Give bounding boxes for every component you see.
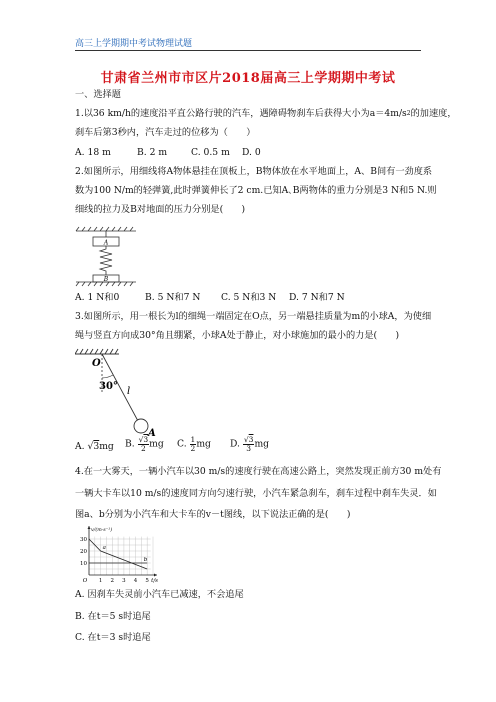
block-a-label: A bbox=[103, 239, 109, 247]
document-title: 甘肃省兰州市市区片2018届高三上学期期中考试 bbox=[100, 71, 396, 86]
q1-option-c: C. 0.5 m bbox=[191, 147, 230, 158]
q3-line2: 绳与竖直方向成30°角且绷紧，小球A处于静止，对小球施加的最小的力是( ) bbox=[75, 330, 400, 341]
vt-chart bbox=[75, 524, 165, 586]
q1-option-d: D. 0 bbox=[242, 147, 261, 158]
q3-option-d-label: D. bbox=[230, 438, 240, 450]
q4-option-b: B. 在t＝5 s时追尾 bbox=[75, 611, 151, 622]
q2-option-c: C. 5 N和3 N bbox=[221, 292, 277, 303]
sqrt-icon: √ bbox=[87, 441, 94, 452]
pendulum-ceiling bbox=[75, 349, 119, 354]
point-o-label: O bbox=[92, 358, 101, 369]
q2-line2: 数为100 N/m的轻弹簧,此时弹簧伸长了2 cm.已知A､B两物体的重力分别是3 N和5 N.则 bbox=[75, 185, 437, 196]
q3-option-b-radicand: 3 bbox=[143, 435, 149, 444]
x-tick-label: 1 bbox=[98, 578, 103, 584]
q4-option-a: A. 因刹车失灵前小汽车已减速，不会追尾 bbox=[75, 589, 244, 600]
q3-option-b-fraction bbox=[138, 436, 150, 453]
x-tick-label: 2 bbox=[110, 578, 115, 584]
x-tick-label: 5 bbox=[145, 578, 149, 584]
q2-option-b: B. 5 N和7 N bbox=[145, 292, 201, 303]
q3-option-b-label: B. bbox=[125, 438, 135, 450]
q3-option-d-unit: mg bbox=[254, 438, 270, 450]
q3-option-d bbox=[230, 436, 269, 453]
q3-option-c-numerator: 1 bbox=[190, 435, 196, 444]
q2-line1: 2.如图所示，用细线将A物体悬挂在顶板上，B物体放在水平地面上，A、B间有一劲度系 bbox=[75, 166, 433, 177]
ball-a-label: A bbox=[148, 428, 156, 438]
spring-figure bbox=[75, 226, 137, 288]
q2-options bbox=[75, 292, 345, 304]
x-tick-label: 4 bbox=[133, 578, 138, 584]
x-axis-label: t/s bbox=[151, 578, 158, 584]
angle-label: 30° bbox=[99, 381, 118, 392]
angle-arc bbox=[102, 375, 113, 378]
q4-line2: 一辆大卡车以10 m/s的速度同方向匀速行驶，小汽车紧急刹车，刹车过程中刹车失灵．如 bbox=[75, 488, 437, 499]
x-tick-label: 3 bbox=[122, 578, 126, 584]
q3-option-b-unit: mg bbox=[149, 438, 164, 450]
x-axis-arrow bbox=[154, 574, 157, 577]
spring bbox=[100, 246, 112, 275]
q3-option-a-radicand: 3 bbox=[93, 441, 100, 452]
section-heading: 一、选择题 bbox=[75, 89, 121, 100]
pendulum-figure bbox=[75, 348, 175, 438]
q1-line1-tail: 的加速度， bbox=[410, 108, 457, 119]
q1-line1 bbox=[75, 108, 457, 120]
y-axis-label: v/(m·s⁻¹) bbox=[91, 528, 113, 533]
q1-options bbox=[75, 147, 261, 159]
q3-option-d-denominator: 3 bbox=[246, 444, 252, 453]
q3-option-c-label: C. bbox=[177, 438, 187, 450]
q3-option-d-radicand: 3 bbox=[248, 435, 254, 444]
q3-option-d-fraction bbox=[243, 436, 255, 453]
q4-option-c: C. 在t＝3 s时追尾 bbox=[75, 632, 151, 643]
q3-option-a-label: A. bbox=[75, 441, 85, 452]
q2-option-d: D. 7 N和7 N bbox=[289, 292, 345, 303]
q3-option-a bbox=[75, 441, 114, 453]
q2-option-a: A. 1 N和0 bbox=[75, 292, 120, 303]
running-header: 高三上学期期中考试物理试题 bbox=[75, 39, 193, 49]
series-label-b: b bbox=[143, 557, 148, 563]
q2-line3: 细线的拉力及B对地面的压力分别是( ) bbox=[75, 204, 246, 215]
q3-option-c bbox=[177, 436, 211, 453]
q1-option-b: B. 2 m bbox=[137, 147, 168, 158]
q3-option-c-unit: mg bbox=[196, 438, 211, 450]
q3-option-b bbox=[125, 436, 164, 453]
y-tick-label: 10 bbox=[80, 561, 87, 567]
q1-line2: 刹车后第3秒内，汽车走过的位移为（ ） bbox=[75, 127, 256, 138]
q4-line1: 4.在一大雾天，一辆小汽车以30 m/s的速度行驶在高速公路上，突然发现正前方30 m处有 bbox=[75, 466, 442, 477]
origin-label: O bbox=[82, 578, 88, 584]
y-tick-label: 20 bbox=[80, 549, 87, 555]
block-b-label: B bbox=[103, 276, 109, 283]
sqrt-icon: √ bbox=[138, 435, 144, 444]
ball-a bbox=[134, 419, 148, 433]
y-tick-label: 30 bbox=[80, 537, 87, 543]
q3-option-a-unit: mg bbox=[99, 441, 114, 452]
q1-line1-text: 1.以36 km/h的速度沿平直公路行驶的汽车，遇障碍物刹车后获得大小为a＝4m/s bbox=[75, 108, 407, 119]
q1-superscript: 2 bbox=[406, 110, 411, 117]
q3-option-c-denominator: 2 bbox=[190, 444, 196, 453]
q3-option-b-denominator: 2 bbox=[141, 444, 146, 453]
length-label: l bbox=[127, 386, 131, 397]
series-label-a: a bbox=[102, 545, 106, 551]
ceiling-hatch bbox=[76, 227, 136, 231]
header-divider bbox=[75, 50, 421, 51]
q1-option-a: A. 18 m bbox=[75, 147, 111, 158]
sqrt-icon: √ bbox=[243, 435, 249, 444]
q4-line3: 图a、b分别为小汽车和大卡车的v－t图线，以下说法正确的是( ) bbox=[75, 509, 351, 520]
q3-line1: 3.如图所示，用一根长为l的细绳一端固定在O点，另一端悬挂质量为m的小球A，为使细 bbox=[75, 311, 432, 322]
